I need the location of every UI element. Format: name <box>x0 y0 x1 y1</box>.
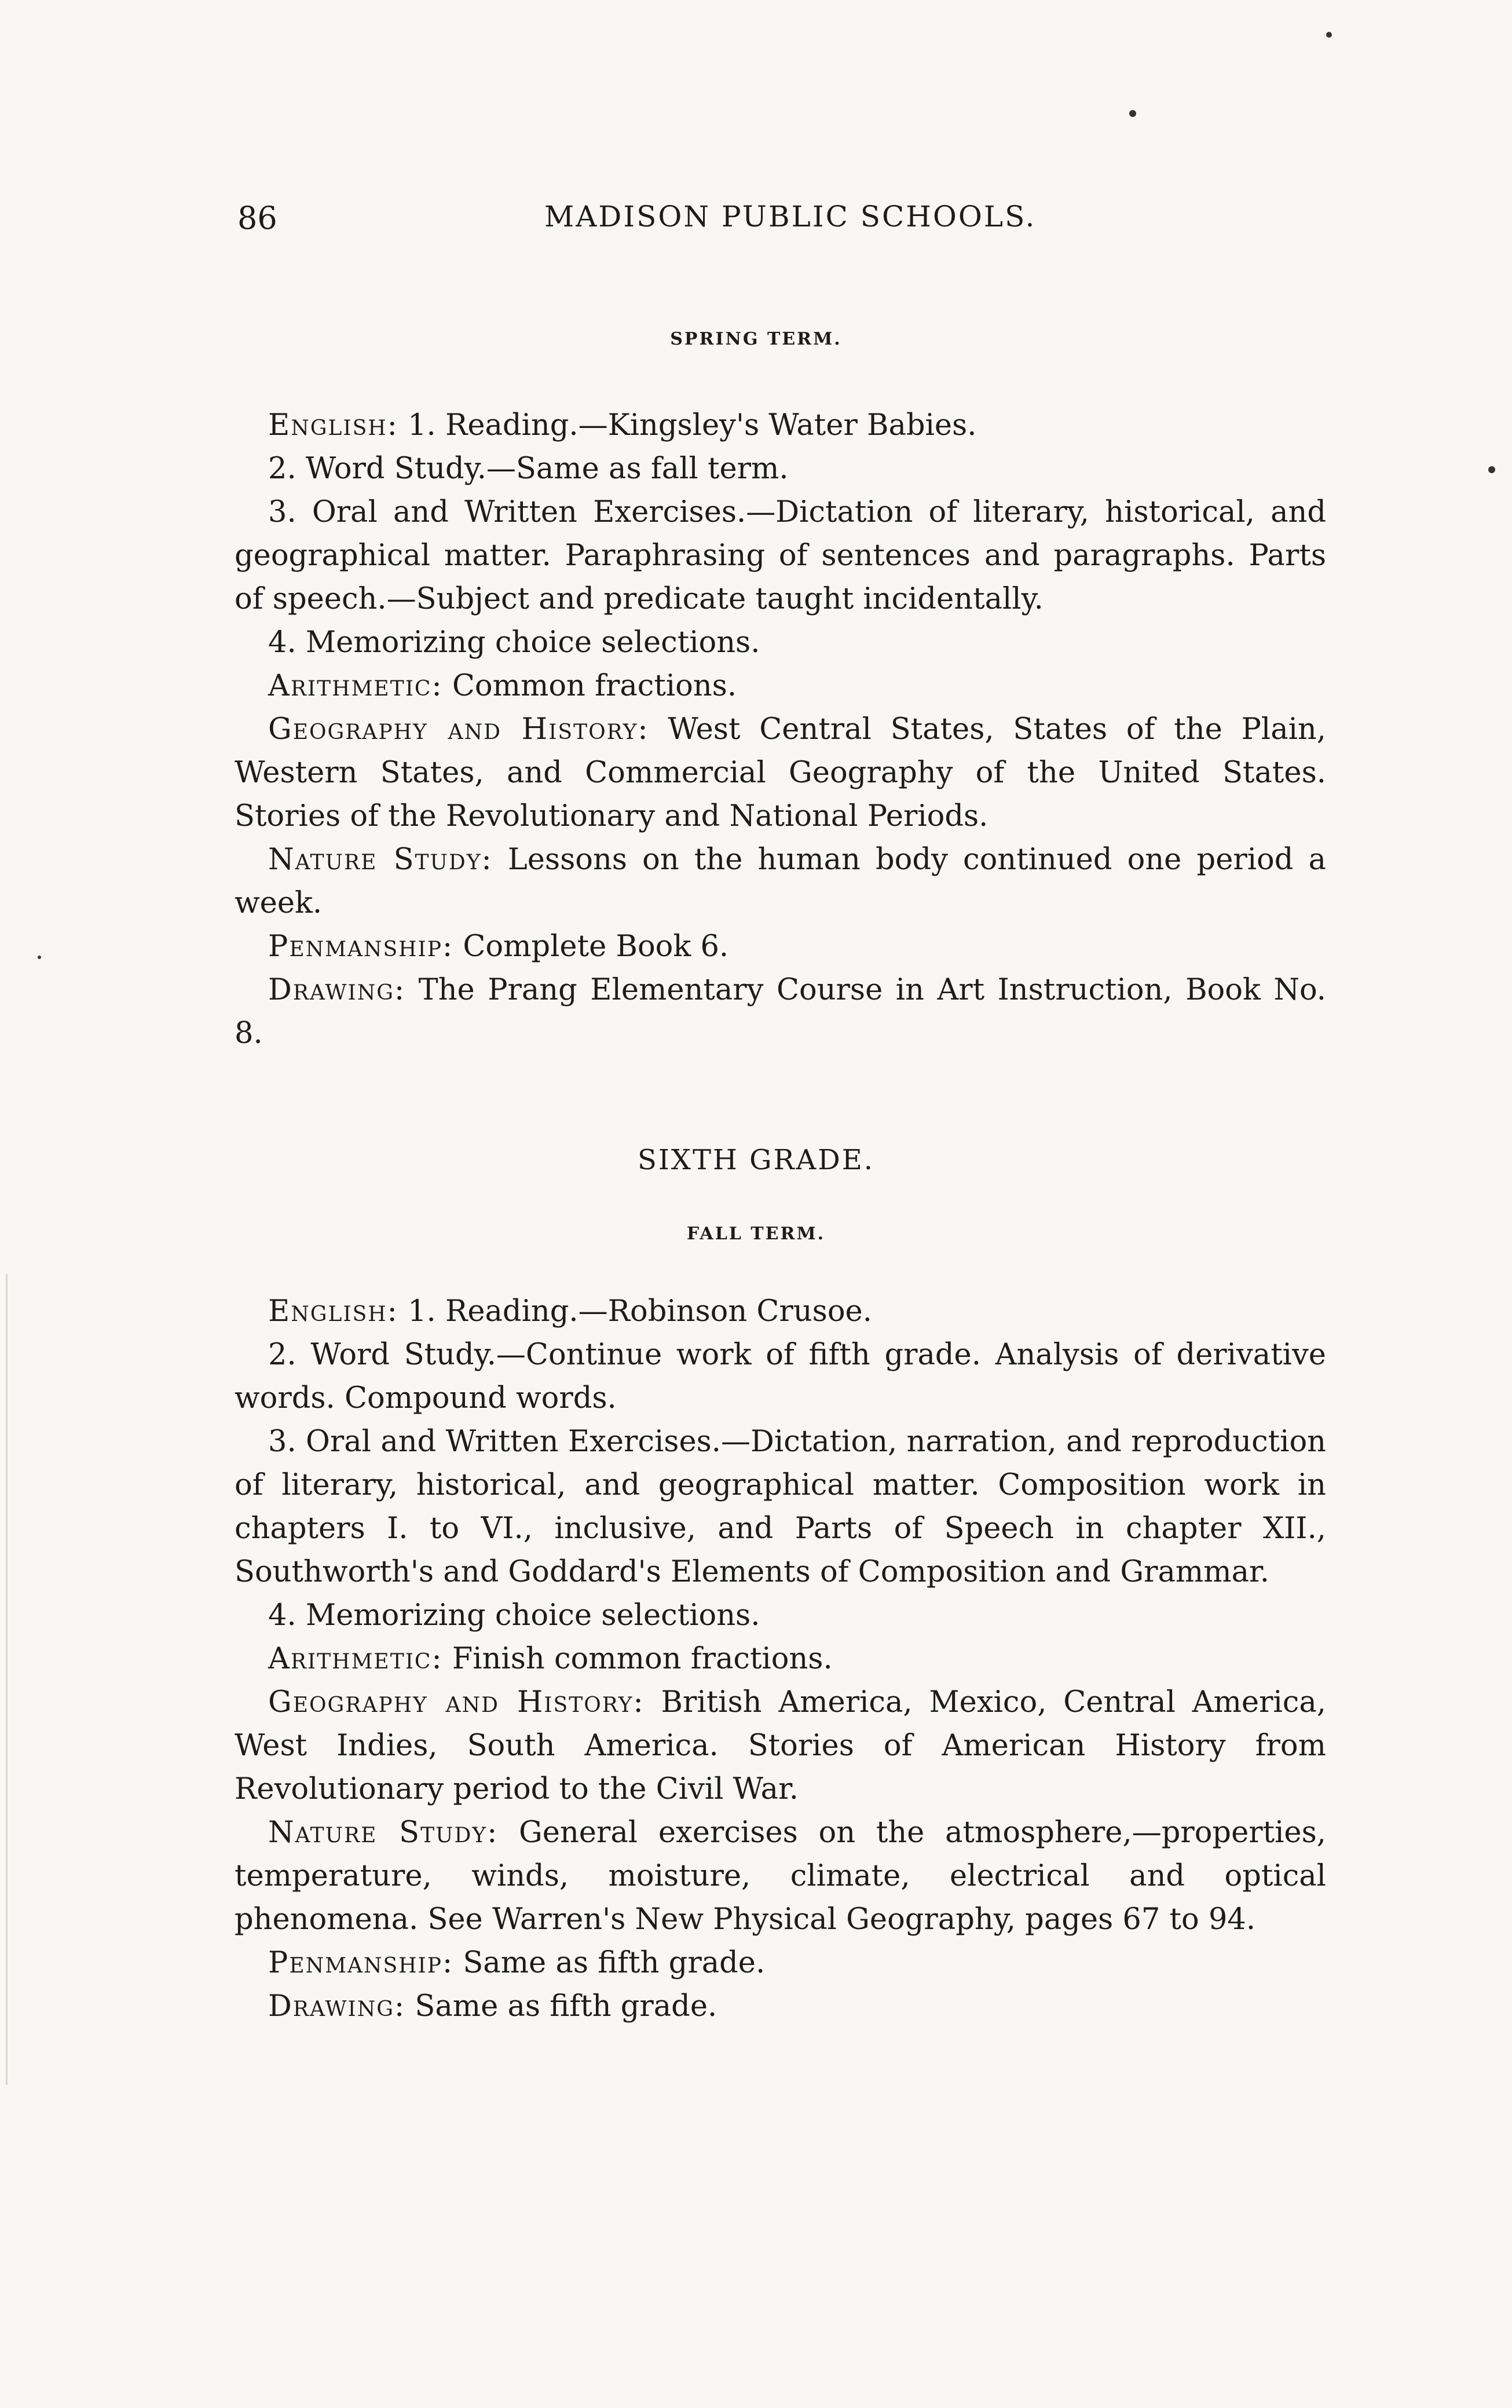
paragraph-text: Common fractions. <box>442 669 737 703</box>
paragraph <box>235 1333 1326 1420</box>
subject-label: Geography and History: <box>268 712 649 746</box>
paragraph-text: British America, Mexico, Central America, West Indies, South America. Stories of American History from Revolutionary period to the Civil War. <box>235 1685 1326 1806</box>
subject-label: English: <box>268 408 398 442</box>
paragraph <box>235 664 1326 708</box>
page-edge-shadow <box>6 1274 8 2085</box>
paragraph <box>235 1594 1326 1637</box>
subject-label: Arithmetic: <box>268 669 443 703</box>
spring-term-heading: SPRING TERM. <box>670 329 842 349</box>
paragraph-text: Same as fifth grade. <box>405 1989 717 2023</box>
subject-label: Arithmetic: <box>268 1642 443 1676</box>
paragraph-text: 4. Memorizing choice selections. <box>268 625 760 660</box>
paragraph-text: West Central States, States of the Plain, Western States, and Commercial Geography of the United States. Stories of the Revolutionary and National Periods. <box>235 712 1326 833</box>
paragraph <box>235 1811 1326 1941</box>
paragraph <box>235 404 1326 447</box>
paragraph-text: 1. Reading.—Kingsley's Water Babies. <box>398 408 977 442</box>
subject-label: Nature Study: <box>268 843 493 877</box>
paragraph <box>235 1941 1326 1985</box>
paragraph <box>235 1681 1326 1811</box>
sixth-grade-heading: SIXTH GRADE. <box>637 1144 875 1176</box>
paragraph-text: Same as fifth grade. <box>453 1946 766 1980</box>
paragraph-text: The Prang Elementary Course in Art Instruction, Book No. 8. <box>235 973 1326 1051</box>
paragraph-text: 2. Word Study.—Same as fall term. <box>268 452 789 486</box>
paragraph-text: 3. Oral and Written Exercises.—Dictation, narration, and reproduction of literary, historical, and geographical matter. Composition work in chapters I. to VI., inclusive, and Parts of Speech in chapter XII., Southworth's and Goddard's Elements of Composition and Grammar. <box>235 1425 1326 1589</box>
subject-label: Geography and History: <box>268 1685 645 1719</box>
paragraph <box>235 925 1326 968</box>
paragraph <box>235 838 1326 925</box>
running-head <box>237 200 1327 240</box>
paragraph-text: Lessons on the human body continued one period a week. <box>235 843 1326 920</box>
paragraph-text: 1. Reading.—Robinson Crusoe. <box>398 1294 872 1329</box>
paragraph <box>235 1290 1326 1333</box>
paragraph <box>235 1985 1326 2028</box>
spring-term-section <box>235 404 1326 1055</box>
paragraph <box>235 1637 1326 1681</box>
paragraph-text: 2. Word Study.—Continue work of fifth grade. Analysis of derivative words. Compound words. <box>235 1338 1326 1415</box>
paragraph-text: Finish common fractions. <box>442 1642 833 1676</box>
paragraph-text: 4. Memorizing choice selections. <box>268 1598 760 1633</box>
paragraph-text: Complete Book 6. <box>453 929 729 964</box>
subject-label: English: <box>268 1294 398 1329</box>
page-title: MADISON PUBLIC SCHOOLS. <box>544 200 1037 233</box>
page-number: 86 <box>237 200 277 236</box>
paragraph <box>235 968 1326 1055</box>
subject-label: Penmanship: <box>268 1946 454 1980</box>
paragraph <box>235 447 1326 491</box>
subject-label: Drawing: <box>268 973 406 1007</box>
paragraph-text: 3. Oral and Written Exercises.—Dictation of literary, historical, and geographical matter. Paraphrasing of sentences and paragraphs. Parts of speech.—Subject and predicate taught incidentally. <box>235 495 1326 616</box>
paragraph <box>235 491 1326 621</box>
subject-label: Nature Study: <box>268 1816 499 1850</box>
subject-label: Drawing: <box>268 1989 406 2023</box>
paragraph <box>235 1420 1326 1594</box>
paragraph <box>235 708 1326 838</box>
sixth-grade-fall-section <box>235 1290 1326 2028</box>
subject-label: Penmanship: <box>268 929 454 964</box>
paragraph <box>235 621 1326 664</box>
paragraph-text: General exercises on the atmosphere,—properties, temperature, winds, moisture, climate, electrical and optical phenomena. See Warren's New Physical Geography, pages 67 to 94. <box>235 1816 1327 1937</box>
fall-term-heading: FALL TERM. <box>686 1224 826 1244</box>
